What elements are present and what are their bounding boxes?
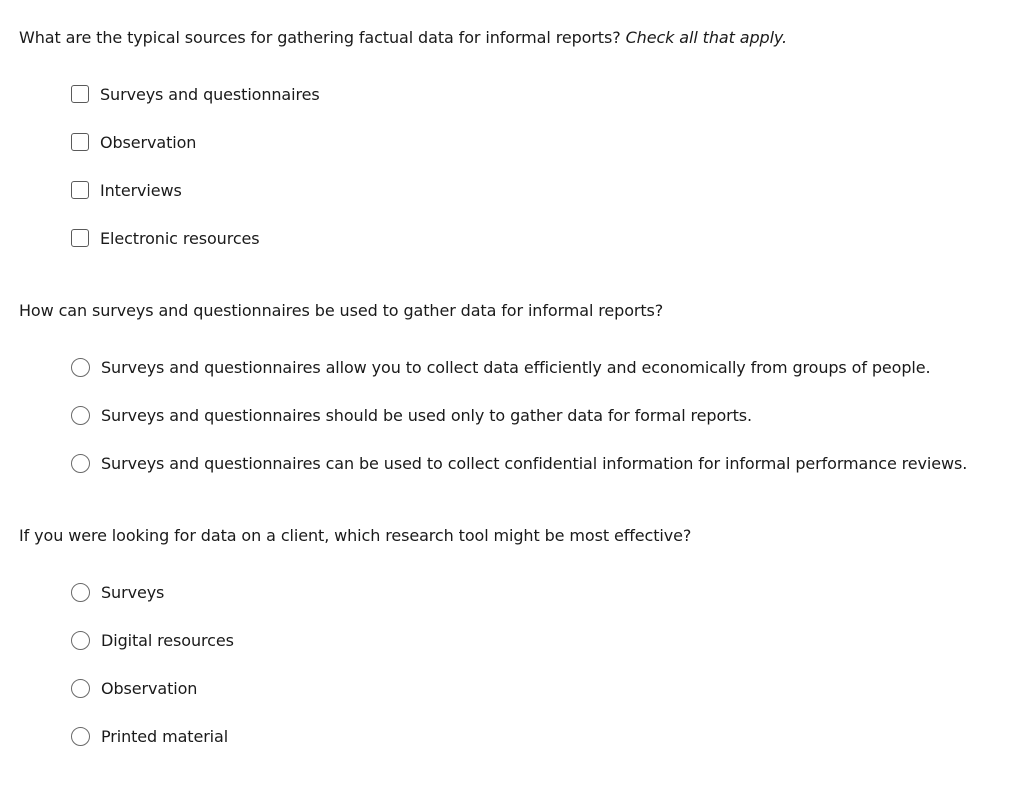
radio-icon[interactable] <box>71 358 90 377</box>
radio-icon[interactable] <box>71 583 90 602</box>
option-label: Digital resources <box>101 630 234 650</box>
option-label: Electronic resources <box>100 228 260 248</box>
q3-option-observation[interactable] <box>71 677 197 699</box>
radio-icon[interactable] <box>71 454 90 473</box>
radio-icon[interactable] <box>71 406 90 425</box>
question-1-instruction: Check all that apply. <box>625 28 788 47</box>
question-1-text: What are the typical sources for gathering factual data for informal reports? <box>19 28 621 47</box>
q3-option-surveys[interactable] <box>71 581 164 603</box>
radio-icon[interactable] <box>71 679 90 698</box>
checkbox-icon[interactable] <box>71 85 89 103</box>
q3-option-digital-resources[interactable] <box>71 629 234 651</box>
option-label: Surveys and questionnaires <box>100 84 320 104</box>
q1-option-electronic-resources[interactable] <box>71 227 260 249</box>
option-label: Surveys and questionnaires can be used to collect confidential information for informal performance reviews. <box>101 453 968 473</box>
q2-option-formal-only[interactable] <box>71 404 752 426</box>
option-label: Observation <box>100 132 197 152</box>
q1-option-interviews[interactable] <box>71 179 182 201</box>
radio-icon[interactable] <box>71 727 90 746</box>
question-1-prompt <box>19 28 787 48</box>
checkbox-icon[interactable] <box>71 181 89 199</box>
checkbox-icon[interactable] <box>71 229 89 247</box>
option-label: Observation <box>101 678 198 698</box>
q2-option-efficient[interactable] <box>71 356 930 378</box>
option-label: Printed material <box>101 726 229 746</box>
question-2-prompt: How can surveys and questionnaires be used to gather data for informal reports? <box>19 301 664 320</box>
checkbox-icon[interactable] <box>71 133 89 151</box>
option-label: Surveys and questionnaires should be used only to gather data for formal reports. <box>101 405 753 425</box>
option-label: Surveys and questionnaires allow you to collect data efficiently and economically from groups of people. <box>101 357 931 377</box>
radio-icon[interactable] <box>71 631 90 650</box>
question-3-prompt: If you were looking for data on a client, which research tool might be most effective? <box>19 526 692 545</box>
option-label: Interviews <box>100 180 182 200</box>
q1-option-observation[interactable] <box>71 131 196 153</box>
option-label: Surveys <box>101 582 165 602</box>
q2-option-confidential[interactable] <box>71 452 967 474</box>
q3-option-printed-material[interactable] <box>71 725 228 747</box>
q1-option-surveys[interactable] <box>71 83 320 105</box>
